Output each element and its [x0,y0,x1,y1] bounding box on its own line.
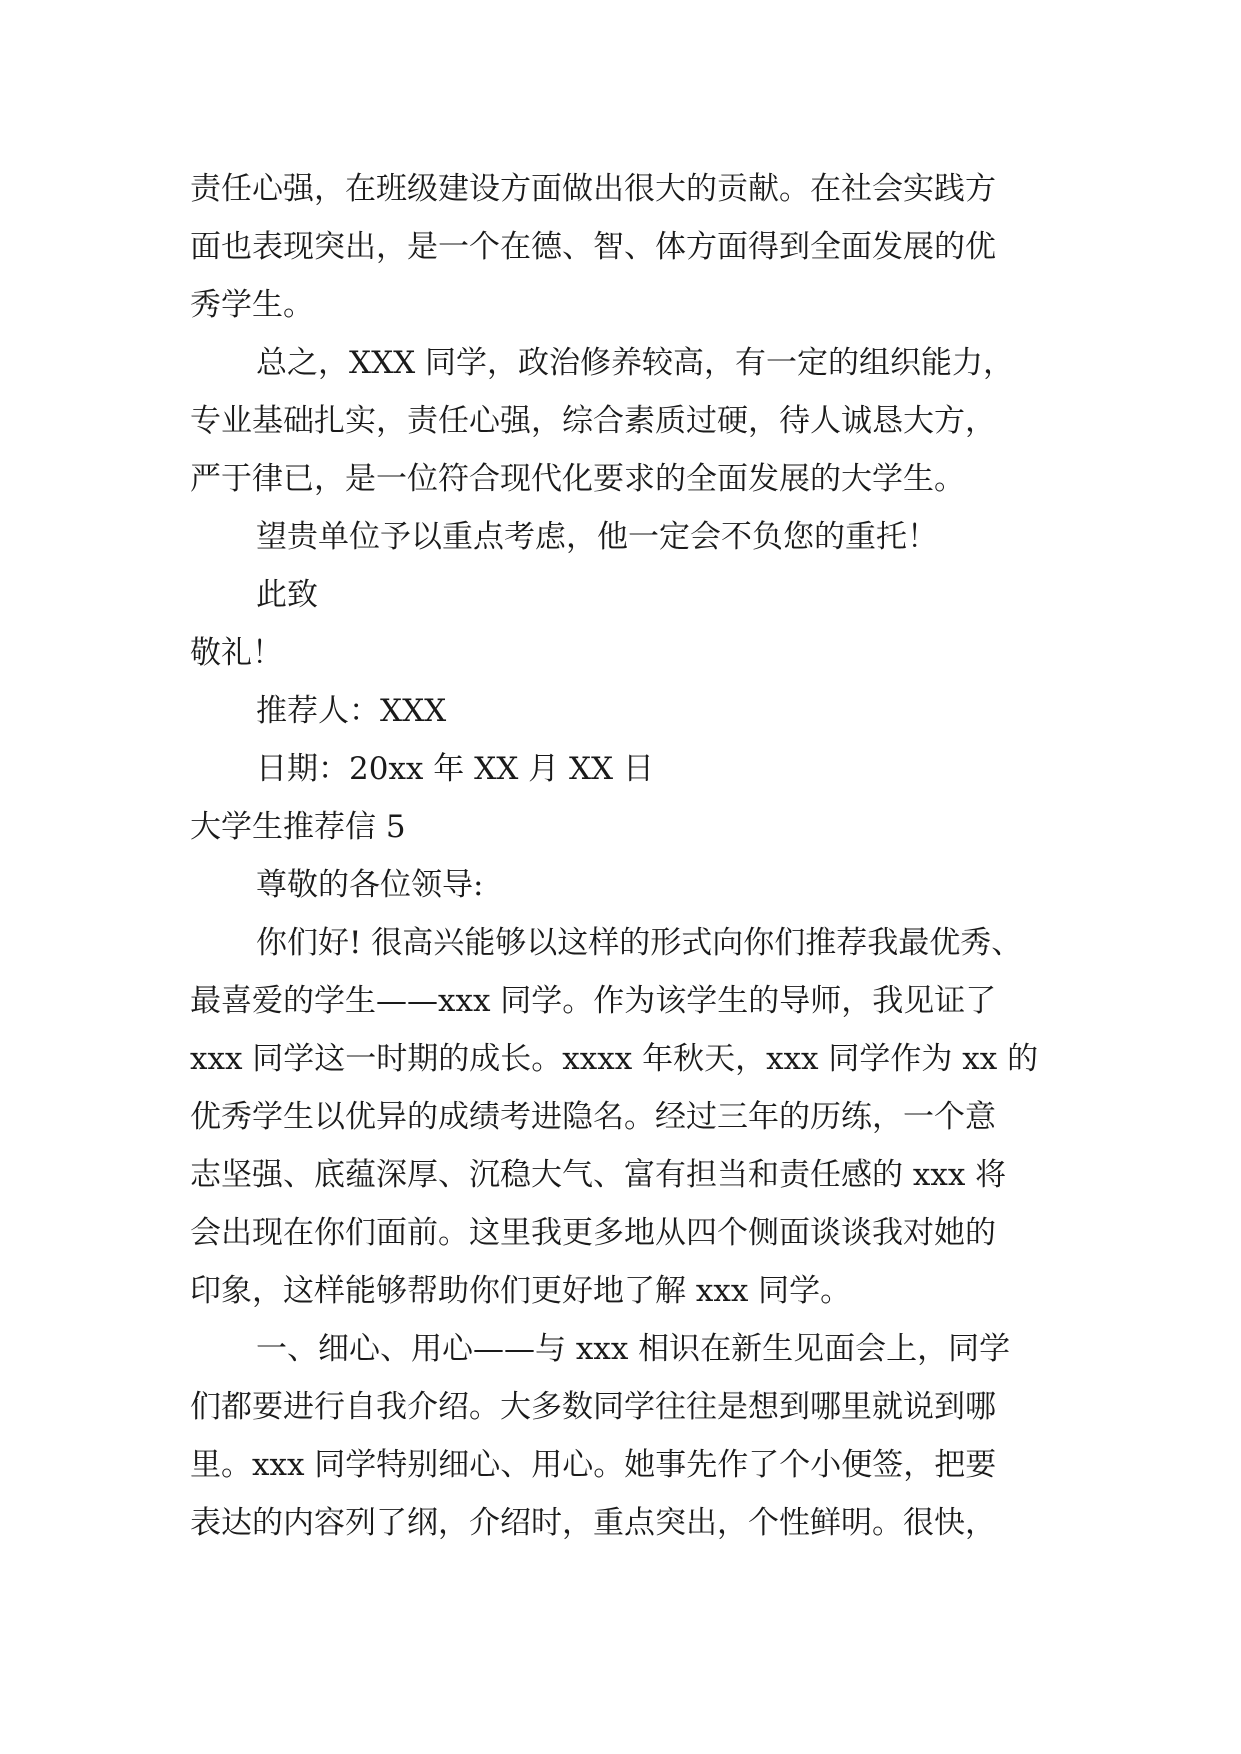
paragraph-line: 总之，XXX 同学，政治修养较高，有一定的组织能力， [256,345,1015,381]
paragraph-line: 专业基础扎实，责任心强，综合素质过硬，待人诚恳大方， [190,403,996,439]
paragraph-line: 面也表现突出，是一个在德、智、体方面得到全面发展的优 [190,229,996,265]
section-title: 大学生推荐信 5 [190,809,406,845]
closing-salutation: 此致 [256,577,318,613]
paragraph-line: 严于律已，是一位符合现代化要求的全面发展的大学生。 [190,461,965,497]
paragraph-line: 志坚强、底蕴深厚、沉稳大气、富有担当和责任感的 xxx 将 [190,1157,1007,1193]
paragraph-line: 一、细心、用心——与 xxx 相识在新生见面会上，同学 [256,1331,1011,1367]
paragraph-line: 们都要进行自我介绍。大多数同学往往是想到哪里就说到哪 [190,1389,996,1425]
paragraph-line: 表达的内容列了纲，介绍时，重点突出，个性鲜明。很快， [190,1505,996,1541]
paragraph-line: 会出现在你们面前。这里我更多地从四个侧面谈谈我对她的 [190,1215,996,1251]
paragraph-line: 望贵单位予以重点考虑，他一定会不负您的重托！ [256,519,938,555]
paragraph-line: 优秀学生以优异的成绩考进隐名。经过三年的历练，一个意 [190,1099,996,1135]
greeting-line: 尊敬的各位领导: [256,867,484,903]
date-line: 日期：20xx 年 XX 月 XX 日 [256,751,654,787]
paragraph-line: 里。xxx 同学特别细心、用心。她事先作了个小便签，把要 [190,1447,997,1483]
paragraph-line: 责任心强，在班级建设方面做出很大的贡献。在社会实践方 [190,171,996,207]
paragraph-line: xxx 同学这一时期的成长。xxxx 年秋天，xxx 同学作为 xx 的 [190,1041,1039,1077]
paragraph-line: 秀学生。 [190,287,314,323]
recommender-line: 推荐人：XXX [256,693,447,729]
paragraph-line: 最喜爱的学生——xxx 同学。作为该学生的导师，我见证了 [190,983,997,1019]
closing-respect: 敬礼！ [190,635,283,671]
paragraph-line: 印象，这样能够帮助你们更好地了解 xxx 同学。 [190,1273,852,1309]
paragraph-line: 你们好! 很高兴能够以这样的形式向你们推荐我最优秀、 [256,925,1023,961]
